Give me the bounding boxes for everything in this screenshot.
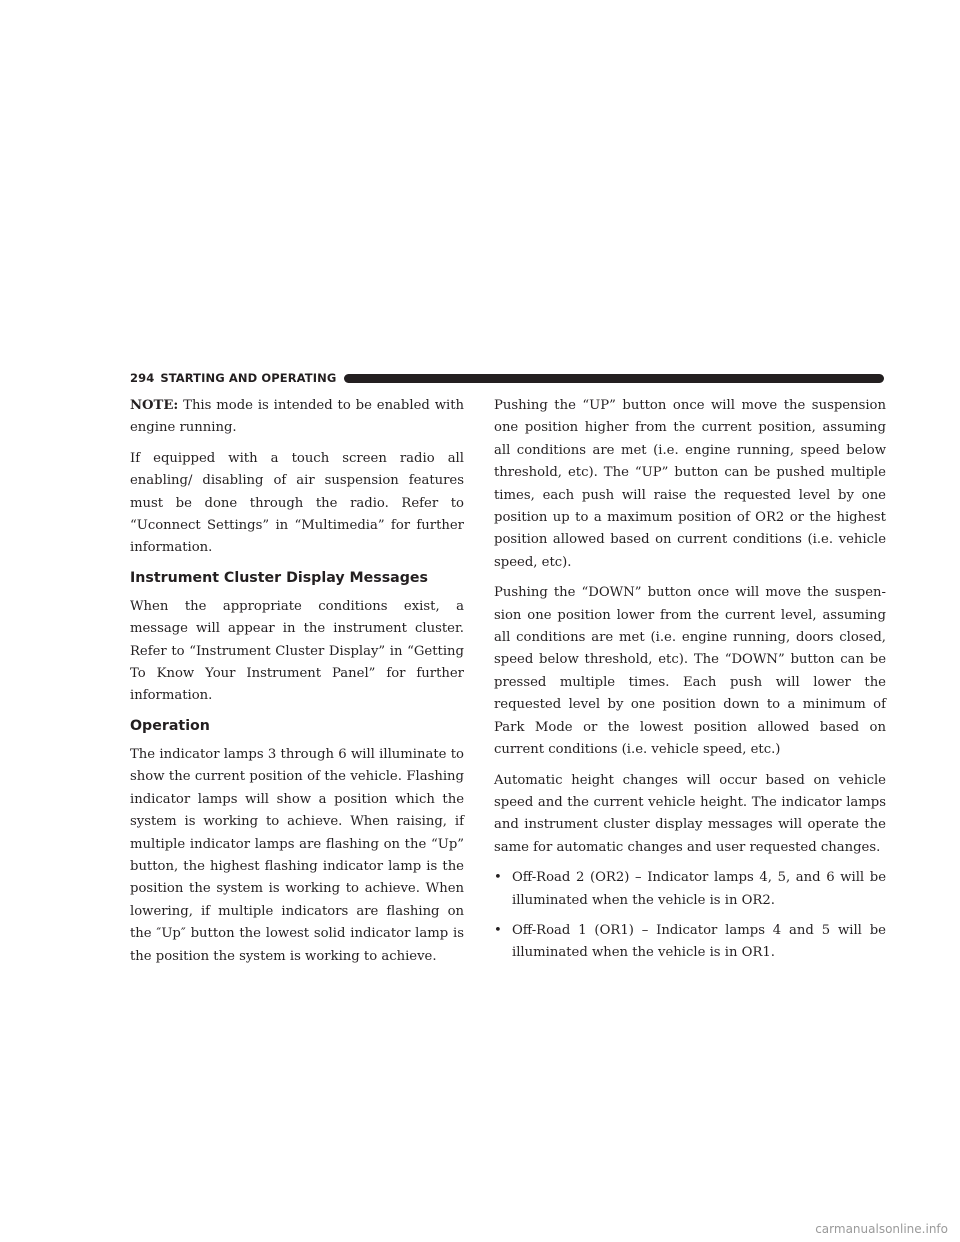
cluster-messages-paragraph: When the appropriate conditions exist, a message will appear in the instrument cluster. Refer to “Instrument Cluster Display” in “Getting To Know Your Instrument Panel” for further information. bbox=[130, 598, 464, 704]
automatic-height-paragraph: Automatic height changes will occur based on vehicle speed and the current vehicle height. The indicator lamps and instrument cluster display messages will operate the same for automatic changes and user requested changes. bbox=[494, 772, 886, 855]
right-column bbox=[494, 395, 886, 973]
bullet-icon: • bbox=[494, 870, 502, 886]
page-number: 294 bbox=[130, 371, 155, 385]
operation-heading: Operation bbox=[130, 717, 210, 734]
left-column bbox=[130, 395, 464, 976]
note-label: NOTE: bbox=[130, 398, 179, 413]
touchscreen-paragraph: If equipped with a touch screen radio all enabling/ disabling of air suspension features must be done through the radio. Refer to “Uconnect Settings” in “Multimedia” for further information. bbox=[130, 450, 464, 556]
section-title: STARTING AND OPERATING bbox=[160, 371, 337, 385]
list-item-text: Off-Road 2 (OR2) – Indicator lamps 4, 5, and 6 will be illuminated when the vehicle is in OR2. bbox=[512, 870, 886, 908]
operation-paragraph: The indicator lamps 3 through 6 will illuminate to show the current position of the vehicle. Flashing indicator lamps will show a position which the system is working to achieve. When raising, if multiple indicator lamps are flashing on the “Up” button, the highest flashing indicator lamp is the position the system is working to achieve. When lowering, if multiple indicators are flashing on the ″Up″ button the lowest solid indicator lamp is the position the system is working to achieve. bbox=[130, 746, 464, 964]
height-mode-list bbox=[494, 867, 886, 965]
down-button-paragraph: Pushing the “DOWN” button once will move the suspen- sion one position lower from the current level, assuming all conditions are met (i.e. engine running, doors closed, speed below threshold, etc). The “DOWN” button can be pressed multiple times. Each push will lower the requested level by one position down to a minimum of Park Mode or the lowest position allowed based on current conditions (i.e. vehicle speed, etc.) bbox=[494, 585, 886, 758]
note-text: This mode is intended to be enabled with engine running. bbox=[130, 398, 464, 436]
note-paragraph bbox=[130, 395, 464, 440]
list-item-text: Off-Road 1 (OR1) – Indicator lamps 4 and 5 will be illuminated when the vehicle is in OR1. bbox=[512, 922, 886, 961]
bullet-icon: • bbox=[494, 922, 502, 938]
cluster-messages-heading: Instrument Cluster Display Messages bbox=[130, 569, 428, 586]
page-header bbox=[130, 370, 884, 386]
list-item bbox=[494, 920, 886, 965]
list-item bbox=[494, 867, 886, 912]
watermark-logo[interactable]: carmanualsonline.info bbox=[815, 1222, 948, 1236]
header-rule bbox=[344, 374, 884, 383]
up-button-paragraph: Pushing the “UP” button once will move the suspension one position higher from the current position, assuming all conditions are met (i.e. engine running, speed below threshold, etc). The “UP” button can be pushed multiple times, each push will raise the requested level by one position up to a maximum position of OR2 or the highest position allowed based on current conditions (i.e. vehicle speed, etc). bbox=[494, 398, 886, 570]
